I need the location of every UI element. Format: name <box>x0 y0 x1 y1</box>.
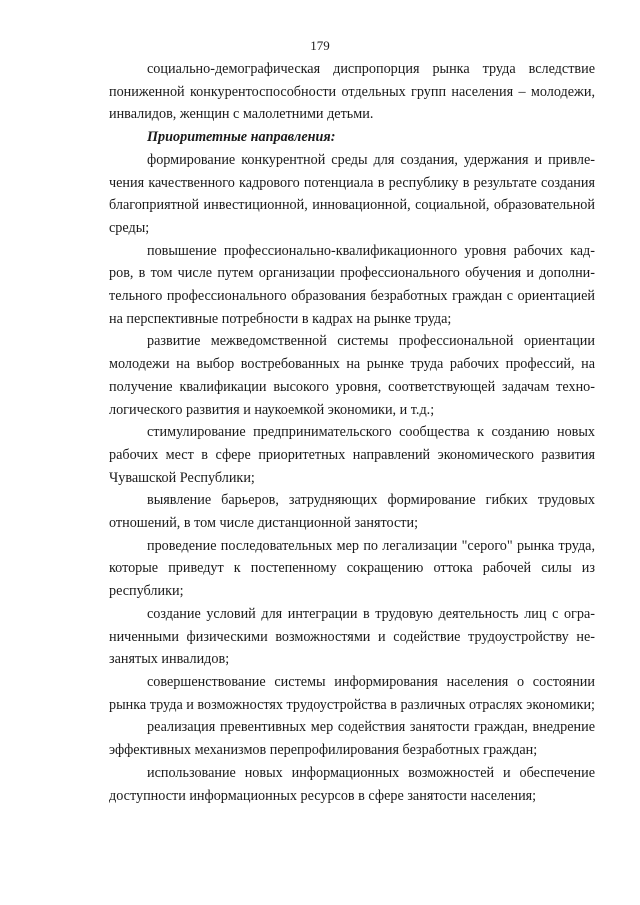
priority-item-8: совершенствование системы информирования населения о состоянии рынка труда и возможностях трудоустройства в различных отраслях экономики; <box>109 673 596 713</box>
priority-item-5: выявление барьеров, затрудняющих формирование гибких трудовых отношений, в том числе дистанционной занятости; <box>109 492 595 532</box>
priority-item-3: развитие межведомственной системы профессиональной ориентации молодежи на выбор востребованных на рынке труда рабочих профессий, на получение квалификации высокого уровня, соответствующей задачам технологического развития и наукоемкой экономики, и т.д.; <box>109 333 595 418</box>
priority-item-9: реализация превентивных мер содействия занятости граждан, внедрение эффективных механизмов перепрофилирования безработных граждан; <box>109 719 595 759</box>
section-heading: Приоритетные направления: <box>147 129 336 146</box>
priority-item-7: создание условий для интеграции в трудовую деятельность лиц с ограниченными физическими возможностями и содействие трудоустройству незанятых инвалидов; <box>109 605 595 668</box>
intro-text: социально-демографическая диспропорция рынка труда вследствие пониженной конкурентоспособности отдельных групп населения – молодежи, инвалидов, женщин с малолетними детьми. <box>109 61 595 123</box>
priority-item-4: стимулирование предпринимательского сообщества к созданию новых рабочих мест в сфере приоритетных направлений экономического развития Чувашской Республики; <box>109 424 595 486</box>
priority-item-2: повышение профессионально-квалификационного уровня рабочих кадров, в том числе путем организации профессионального обучения и дополнительного профессионального образования безработных граждан с ориентацией на перспективные потребности в кадрах на рынке труда; <box>109 242 595 327</box>
document-body <box>109 58 595 807</box>
priority-item-10: использование новых информационных возможностей и обеспечение доступности информационных ресурсов в сфере занятости населения; <box>109 764 595 804</box>
page-number: 179 <box>310 38 330 53</box>
priority-item-6: проведение последовательных мер по легализации "серого" рынка труда, которые приведут к постепенному сокращению оттока рабочей силы из республики; <box>109 537 595 600</box>
intro-paragraph <box>109 58 595 126</box>
priority-item-1: формирование конкурентной среды для создания, удержания и привлечения качественного кадрового потенциала в республику в результате создания благоприятной инвестиционной, инновационной, социальной, образовательной среды; <box>109 151 595 236</box>
